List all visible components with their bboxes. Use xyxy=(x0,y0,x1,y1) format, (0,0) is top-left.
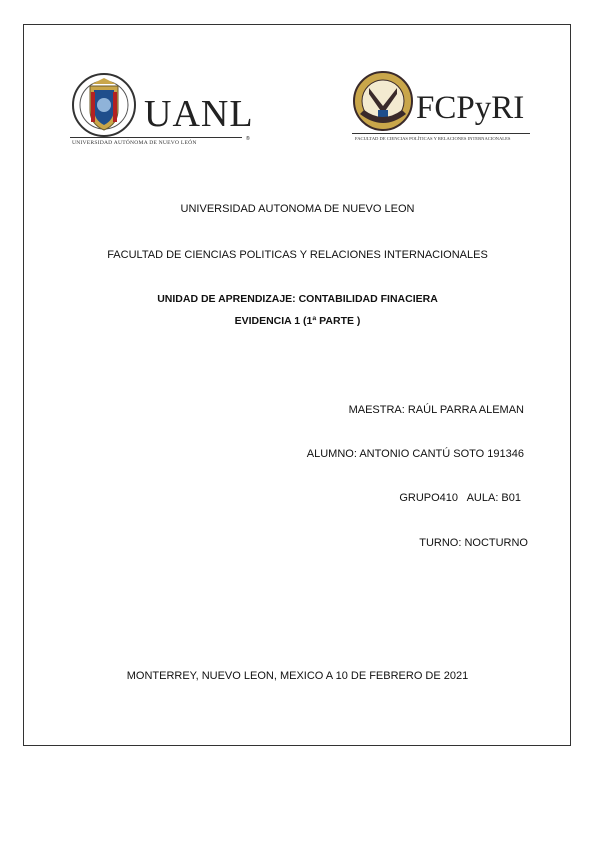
teacher-line: MAESTRA: RAÚL PARRA ALEMAN xyxy=(348,404,524,416)
student-line: ALUMNO: ANTONIO CANTÚ SOTO 191346 xyxy=(306,448,524,460)
uanl-logo xyxy=(70,72,254,152)
fcpyri-rule xyxy=(352,133,530,134)
uanl-wordmark: UANL xyxy=(144,93,254,135)
fcpyri-subtitle: FACULTAD DE CIENCIAS POLÍTICAS Y RELACIONES INTERNACIONALES xyxy=(355,136,511,141)
university-name: UNIVERSIDAD AUTONOMA DE NUEVO LEON xyxy=(180,203,415,215)
registered-mark: ® xyxy=(246,136,250,142)
uanl-crest-icon xyxy=(70,72,138,138)
evidence-title: EVIDENCIA 1 (1ª PARTE ) xyxy=(234,315,361,327)
uanl-rule xyxy=(70,137,242,138)
uanl-subtitle: UNIVERSIDAD AUTÓNOMA DE NUEVO LEÓN xyxy=(72,140,197,146)
fcpyri-seal-icon xyxy=(352,70,414,132)
fcpyri-logo xyxy=(352,70,532,150)
shift-line: TURNO: NOCTURNO xyxy=(419,537,528,549)
course-title: UNIDAD DE APRENDIZAJE: CONTABILIDAD FINACIERA xyxy=(157,293,438,305)
place-date: MONTERREY, NUEVO LEON, MEXICO A 10 DE FEBRERO DE 2021 xyxy=(126,670,469,682)
fcpyri-wordmark: FCPyRI xyxy=(416,90,525,126)
faculty-name: FACULTAD DE CIENCIAS POLITICAS Y RELACIONES INTERNACIONALES xyxy=(107,249,488,261)
group-line: GRUPO410 AULA: B01 xyxy=(399,492,521,504)
